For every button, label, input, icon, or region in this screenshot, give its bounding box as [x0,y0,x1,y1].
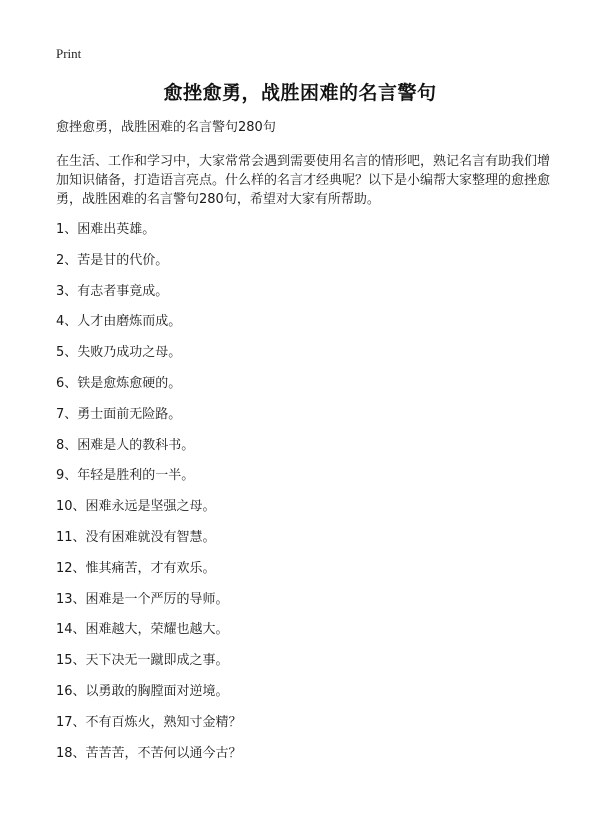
quote-item: 18、苦苦苦，不苦何以通今古？ [56,745,242,761]
quote-item: 16、以勇敢的胸膛面对逆境。 [56,683,229,699]
document-subtitle: 愈挫愈勇，战胜困难的名言警句280句 [56,120,276,135]
print-link[interactable]: Print [56,46,82,61]
quote-item: 6、铁是愈炼愈硬的。 [56,375,182,391]
quote-item: 15、天下决无一蹴即成之事。 [56,653,229,669]
quote-item: 14、困难越大，荣耀也越大。 [56,622,229,638]
intro-paragraph: 在生活、工作和学习中，大家常常会遇到需要使用名言的情形吧，熟记名言有助我们增加知识储备，打造语言亮点。什么样的名言才经典呢？以下是小编帮大家整理的愈挫愈勇，战胜困难的名言警句280句，希望对大家有所帮助。 [56,154,551,207]
document-body [56,119,556,774]
quote-item: 1、困难出英雄。 [56,222,156,237]
quote-item: 9、年轻是胜利的一半。 [56,468,195,484]
quote-item: 7、勇士面前无险路。 [56,406,182,422]
quote-item: 2、苦是甘的代价。 [56,252,169,268]
quote-item: 8、困难是人的教科书。 [56,437,195,453]
quote-item: 11、没有困难就没有智慧。 [56,529,216,545]
quote-item: 3、有志者事竟成。 [56,283,169,299]
page-title: 愈挫愈勇，战胜困难的名言警句 [163,82,437,104]
quote-item: 13、困难是一个严厉的导师。 [56,591,229,607]
quote-item: 17、不有百炼火，熟知寸金精？ [56,714,242,730]
quote-item: 5、失败乃成功之母。 [56,345,182,361]
quote-list [56,220,556,774]
quote-item: 10、困难永远是坚强之母。 [56,499,216,515]
quote-item: 4、人才由磨炼而成。 [56,314,182,330]
quote-item: 12、惟其痛苦，才有欢乐。 [56,560,216,576]
